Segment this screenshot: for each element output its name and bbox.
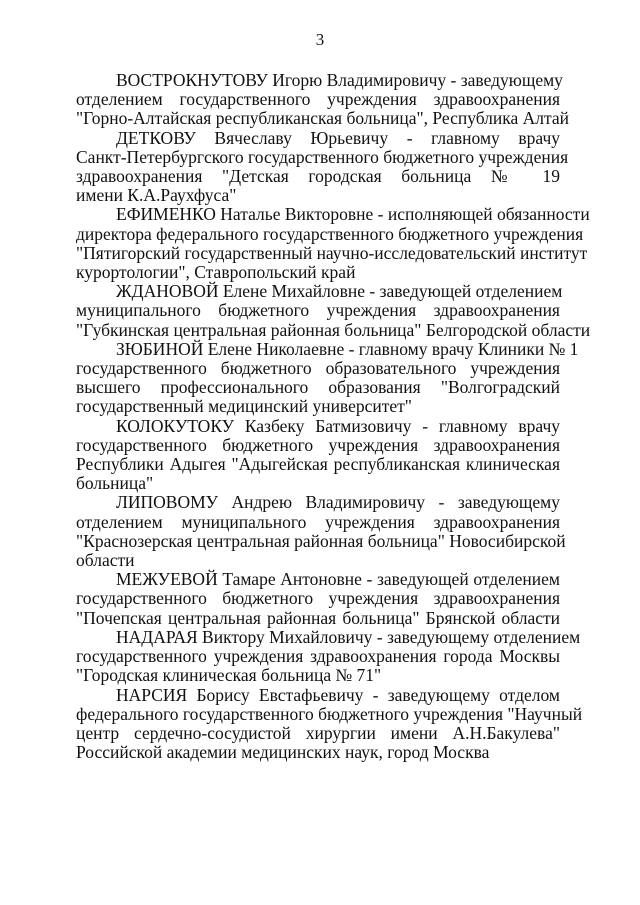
entry-line: ЕФИМЕНКО Наталье Викторовне - исполняющей обязанности — [116, 204, 590, 225]
list-entry — [76, 417, 560, 494]
list-entry — [76, 684, 583, 763]
list-entry — [76, 338, 579, 417]
entry-line: директора федерального государственного бюджетного учреждения — [76, 223, 584, 244]
entry-line: ЖДАНОВОЙ Елене Михайловне - заведующей отделением — [116, 281, 563, 302]
entry-line: КОЛОКУТОКУ Казбеку Батмизовичу - главному врачу — [116, 415, 560, 436]
entry-line: НАРСИЯ Борису Евстафьевичу - заведующему отделом — [116, 684, 560, 705]
entry-line: Санкт-Петербургского государственного бюджетного учреждения — [76, 146, 569, 167]
entry-line: отделением муниципального учреждения здравоохранения — [76, 511, 560, 532]
entry-line: ДЕТКОВУ Вячеславу Юрьевичу - главному врачу — [116, 127, 560, 148]
list-entry — [76, 70, 570, 129]
list-entry — [76, 127, 569, 206]
entry-line: ЗЮБИНОЙ Елене Николаевне - главному врачу Клиники № 1 — [116, 338, 579, 359]
entry-line: НАДАРАЯ Виктору Михайловичу - заведующему отделением — [116, 626, 581, 647]
entry-line: имени К.А.Раухфуса" — [76, 185, 237, 206]
list-entry — [76, 281, 591, 340]
entry-line: ВОСТРОКНУТОВУ Игорю Владимировичу - заведующему — [116, 70, 563, 90]
entry-line: государственного учреждения здравоохранения города Москвы — [76, 646, 560, 667]
entry-line: "Пятигорский государственный научно-исследовательский институт — [76, 242, 588, 263]
entry-line: Республики Адыгея "Адыгейская республиканская клиническая — [76, 454, 560, 475]
list-entry — [76, 492, 566, 571]
entry-line: "Почепская центральная районная больница" Брянской области — [76, 607, 560, 628]
entry-line: федерального государственного бюджетного учреждения "Научный — [76, 703, 583, 724]
entry-line: курортологии", Ставропольский край — [76, 262, 356, 283]
list-entry — [76, 570, 560, 628]
list-entry — [76, 626, 581, 686]
entry-line: "Краснозерская центральная районная больница" Новосибирской — [76, 530, 566, 551]
entry-line: области — [76, 550, 135, 571]
entry-line: государственный медицинский университет" — [76, 396, 412, 417]
entry-line: муниципального бюджетного учреждения здравоохранения — [76, 300, 560, 321]
entry-line: "Горно-Алтайская республиканская больница", Республика Алтай — [76, 108, 570, 129]
entry-line: здравоохранения "Детская городская больница № 19 — [76, 166, 560, 187]
entry-line: ЛИПОВОМУ Андрею Владимировичу - заведующему — [116, 492, 560, 513]
entry-line: больница" — [76, 473, 154, 494]
entry-line: центр сердечно-сосудистой хирургии имени А.Н.Бакулева" — [76, 722, 560, 743]
entry-line: "Городская клиническая больница № 71" — [76, 665, 382, 686]
entry-line: государственного бюджетного учреждения здравоохранения — [76, 588, 560, 609]
entry-line: Российской академии медицинских наук, город Москва — [76, 742, 490, 763]
entry-line: отделением государственного учреждения здравоохранения — [76, 89, 560, 110]
entry-line: МЕЖУЕВОЙ Тамаре Антоновне - заведующей отделением — [116, 569, 560, 590]
entry-line: высшего профессионального образования "Волгоградский — [76, 377, 560, 398]
page-number: 3 — [315, 30, 325, 49]
award-list — [76, 70, 591, 763]
list-entry — [76, 204, 590, 283]
entry-line: государственного бюджетного образовательного учреждения — [76, 358, 560, 379]
entry-line: государственного бюджетного учреждения здравоохранения — [76, 434, 560, 455]
entry-line: "Губкинская центральная районная больница" Белгородской области — [76, 319, 591, 340]
